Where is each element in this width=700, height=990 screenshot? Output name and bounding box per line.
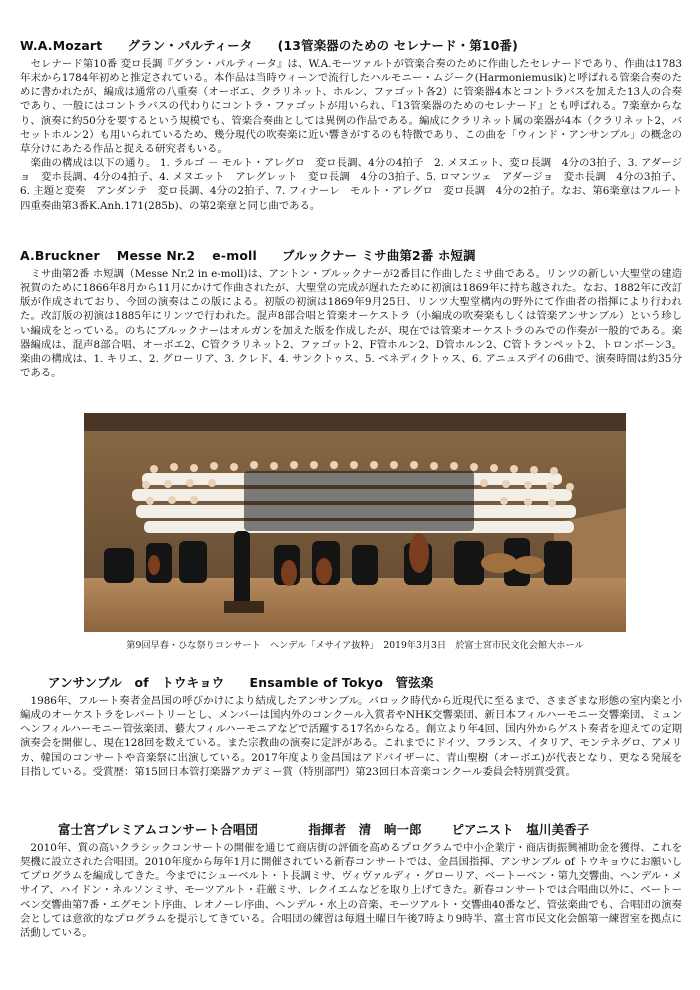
ensemble-paragraph-1: 1986年、フルート奏者金昌国の呼びかけにより結成したアンサンブル。バロック時代から近現代に至るまで、さまざまな形態の室内楽と小編成のオーケストラをレパートリーとし、メンバーは国内外のコンクール入賞者やNHK交響楽団、新日本フィルハーモニー交響楽団、ミュンヘンフィルハーモニー管弦楽団、藝大フィルハーモニアなどで活躍する17名からなる。創立より年4回、国内外からゲスト奏者を迎えての定期演奏会を開催し、現在128回を数えている。また宗教曲の演奏に定評がある。これまでにドイツ、フランス、イタリア、モンテネグロ、アメリカ、韓国のコンサートや音楽祭に出演している。2017年度より金昌国はアドバイザーに、青山聖樹（オーボエ)が代表となり、更なる発展を目指している。受賞歴：第15回日本管打楽器アカデミー賞（特別部門）第23回日本音楽コンクール委員会特別賞受賞。 (20, 695, 682, 778)
photo-caption: 第9回早春・ひな祭りコンサート ヘンデル「メサイア抜粋」 2019年3月3日 於富士宮市民文化会館大ホール (126, 640, 584, 651)
bruckner-paragraph-1: ミサ曲第2番 ホ短調（Messe Nr.2 in e-moll)は、アントン・ブルックナーが2番目に作曲したミサ曲である。リンツの新しい大聖堂の建造祝賀のために1866年8月から11月にかけて作曲されたが、大聖堂の完成が遅れたために初演は1869年に持ち越された。なお、1882年に改訂版が作成されており、今回の演奏はこの版による。初版の初演は1869年9月25日、リンツ大聖堂構内の野外にて作曲者の指揮により行われた。改訂版の初演は1885年にリンツで行われた。混声8部合唱と管楽オーケストラ（小編成の吹奏楽もしくは管楽アンサンブル）という珍しい編成をとっている。のちにブルックナーはオルガンを加えた版を作成したが、現在では管楽オーケストラのみでの作奏が一般的である。楽器編成は、混声8部合唱、オーボエ2、C管クラリネット2、ファゴット2、F管ホルン2、D管ホルン2、C管トランペット2、トロンボーン3。楽曲の構成は、1. キリエ、2. グローリア、3. クレド、4. サンクトゥス、5. ベネディクトゥス、6. アニュスデイの6曲で、演奏時間は約35分である。 (20, 268, 682, 380)
mozart-paragraph-1: セレナード第10番 変ロ長調『グラン・パルティータ』は、W.A.モーツァルトが管楽合奏のために作曲したセレナードであり、作曲は1783年末から1784年初めと推定されている。本作品は当時ウィーンで流行したハルモニー・ムジーク(Harmoniemusik)と呼ばれる管楽合奏のために書かれたが、編成は通常の八重奏（オーボエ、クラリネット、ホルン、ファゴット各2）に管楽器4本とコントラバスを加えた13人の合奏であり、一般にはコントラバスの代わりにコントラ・ファゴットが用いられ、『13管楽器のためのセレナード』とも呼ばれる。7楽章からなり、演奏に約50分を要するという規模でも、管楽合奏曲としては異例の作品である。編成にクラリネット属の楽器が4本（クラリネット2、バセットホルン2）も用いられているため、幾分現代の吹奏楽に近い響きがするのも特徴であり、この曲を「ウィンド・アンサンブル」の概念の草分けにあたる作品と捉える研究者もいる。 (20, 58, 682, 155)
ensemble-section (20, 673, 682, 779)
mozart-heading: W.A.Mozart グラン・パルティータ (13管楽器のための セレナード・第10番) (20, 38, 518, 53)
choir-paragraph-1: 2010年、質の高いクラシックコンサートの開催を通じて商店街の評価を高めるプログラムで中小企業庁・商店街振興補助金を獲得、これを契機に設立された合唱団。2010年度から毎年1月に開催されている新春コンサートでは、金昌国指揮、アンサンブル of トウキョウにお願いしてプログラムを編成してきた。今までにシューベルト・ト長調ミサ、ヴィヴァルディ・グローリア、ベートーベン・第九交響曲、ヘンデル・メサイア、ハイドン・ネルソンミサ、モーツアルト・荘厳ミサ、レクイエムなどを取り上げてきた。新春コンサートでは合唱曲以外に、ベートーベン交響曲第7番・エグモント序曲、レオノーレ序曲、ヘンデル・水上の音楽、モーツアルト・交響曲40番など、管弦楽曲でも、合唱団の演奏会としては意欲的なプログラムを提示してきている。合唱団の練習は毎週土曜日午後7時より9時半、富士宮市民文化会館第一練習室を拠点に活動している。 (20, 842, 682, 939)
mozart-paragraph-2: 楽曲の構成は以下の通り。 1. ラルゴ － モルト・アレグロ 変ロ長調、4分の4拍子 2. メヌエット、変ロ長調 4分の3拍子、3. アダージョ 変ホ長調、4分の4拍子、4. メヌエット アレグレット 変ロ長調 4分の3拍子、5. ロマンツェ アダージョ 変ホ長調 4分の3拍子、6. 主題と変奏 アンダンテ 変ロ長調、4分の2拍子、7. フィナーレ モルト・アレグロ 変ロ長調 4分の2拍子。なお、第6楽章はフルート四重奏曲第3番K.Anh.171(285b)、の第2楽章と同じ曲である。 (20, 157, 682, 212)
bruckner-section (20, 246, 682, 380)
concert-photo (84, 413, 626, 632)
ensemble-heading: アンサンブル of トウキョウ Ensamble of Tokyo 管弦楽 (48, 675, 434, 690)
mozart-section (20, 36, 682, 213)
choir-heading: 富士宮プレミアムコンサート合唱団 指揮者 清 晌一郎 ピアニスト 塩川美香子 (58, 822, 590, 837)
bruckner-heading: A.Bruckner Messe Nr.2 e-moll ブルックナー ミサ曲第2番 ホ短調 (20, 248, 476, 263)
choir-section (20, 820, 682, 940)
